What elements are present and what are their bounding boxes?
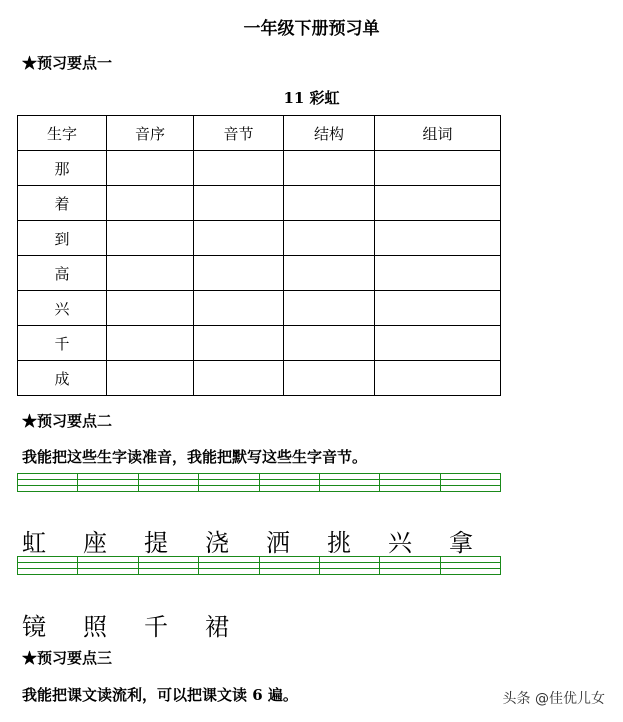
- answer-cell[interactable]: [194, 361, 284, 396]
- table-row: [18, 256, 501, 291]
- answer-cell[interactable]: [284, 361, 375, 396]
- answer-cell[interactable]: [284, 291, 375, 326]
- section-heading-3: ★预习要点三: [22, 649, 113, 667]
- answer-cell[interactable]: [284, 221, 375, 256]
- practice-char: 提: [144, 529, 168, 557]
- answer-cell[interactable]: [284, 256, 375, 291]
- watermark-text: 头条 @佳优儿女: [502, 691, 605, 707]
- character-row-2: [22, 607, 266, 642]
- answer-cell[interactable]: [375, 291, 501, 326]
- answer-cell[interactable]: [107, 151, 194, 186]
- vocab-table: [17, 115, 501, 396]
- answer-cell[interactable]: [284, 151, 375, 186]
- character-row-1: [22, 523, 510, 558]
- section-heading-1: ★预习要点一: [22, 54, 113, 72]
- page-title: 一年级下册预习单: [243, 19, 380, 39]
- answer-cell[interactable]: [194, 291, 284, 326]
- pinyin-writing-grid-2[interactable]: [17, 556, 501, 575]
- answer-cell[interactable]: [194, 221, 284, 256]
- practice-char: 兴: [388, 529, 412, 557]
- char-cell: 着: [18, 186, 107, 221]
- answer-cell[interactable]: [107, 291, 194, 326]
- answer-cell[interactable]: [194, 186, 284, 221]
- table-header-row: [18, 116, 501, 151]
- instruction-sentence-3: 我能把课文读流利，可以把课文读 6 遍。: [22, 686, 298, 704]
- answer-cell[interactable]: [107, 256, 194, 291]
- answer-cell[interactable]: [284, 186, 375, 221]
- table-row: [18, 326, 501, 361]
- header-cell: 音序: [107, 116, 194, 151]
- practice-char: 座: [83, 529, 107, 557]
- answer-cell[interactable]: [194, 326, 284, 361]
- answer-cell[interactable]: [375, 361, 501, 396]
- answer-cell[interactable]: [107, 186, 194, 221]
- table-row: [18, 186, 501, 221]
- char-cell: 千: [18, 326, 107, 361]
- answer-cell[interactable]: [107, 221, 194, 256]
- char-cell: 那: [18, 151, 107, 186]
- practice-char: 浇: [205, 529, 229, 557]
- practice-char: 挑: [327, 529, 351, 557]
- char-cell: 成: [18, 361, 107, 396]
- answer-cell[interactable]: [375, 256, 501, 291]
- practice-char: 拿: [449, 529, 473, 557]
- answer-cell[interactable]: [194, 151, 284, 186]
- answer-cell[interactable]: [375, 151, 501, 186]
- table-row: [18, 151, 501, 186]
- pinyin-writing-grid-1[interactable]: [17, 473, 501, 492]
- header-cell: 音节: [194, 116, 284, 151]
- answer-cell[interactable]: [107, 326, 194, 361]
- answer-cell[interactable]: [194, 256, 284, 291]
- header-cell: 组词: [375, 116, 501, 151]
- practice-char: 镜: [22, 613, 46, 641]
- watermark: [503, 688, 605, 708]
- char-cell: 高: [18, 256, 107, 291]
- answer-cell[interactable]: [375, 326, 501, 361]
- instruction-sentence-2: 我能把这些生字读准音，我能把默写这些生字音节。: [22, 448, 368, 466]
- answer-cell[interactable]: [375, 186, 501, 221]
- table-row: [18, 361, 501, 396]
- practice-char: 洒: [266, 529, 290, 557]
- lesson-title: 11 彩虹: [283, 89, 340, 107]
- table-row: [18, 291, 501, 326]
- table-row: [18, 221, 501, 256]
- header-cell: 结构: [284, 116, 375, 151]
- header-cell: 生字: [18, 116, 107, 151]
- practice-char: 千: [144, 613, 168, 641]
- practice-char: 虹: [22, 529, 46, 557]
- char-cell: 兴: [18, 291, 107, 326]
- answer-cell[interactable]: [284, 326, 375, 361]
- practice-char: 裙: [205, 613, 229, 641]
- answer-cell[interactable]: [375, 221, 501, 256]
- section-heading-2: ★预习要点二: [22, 412, 113, 430]
- char-cell: 到: [18, 221, 107, 256]
- practice-char: 照: [83, 613, 107, 641]
- answer-cell[interactable]: [107, 361, 194, 396]
